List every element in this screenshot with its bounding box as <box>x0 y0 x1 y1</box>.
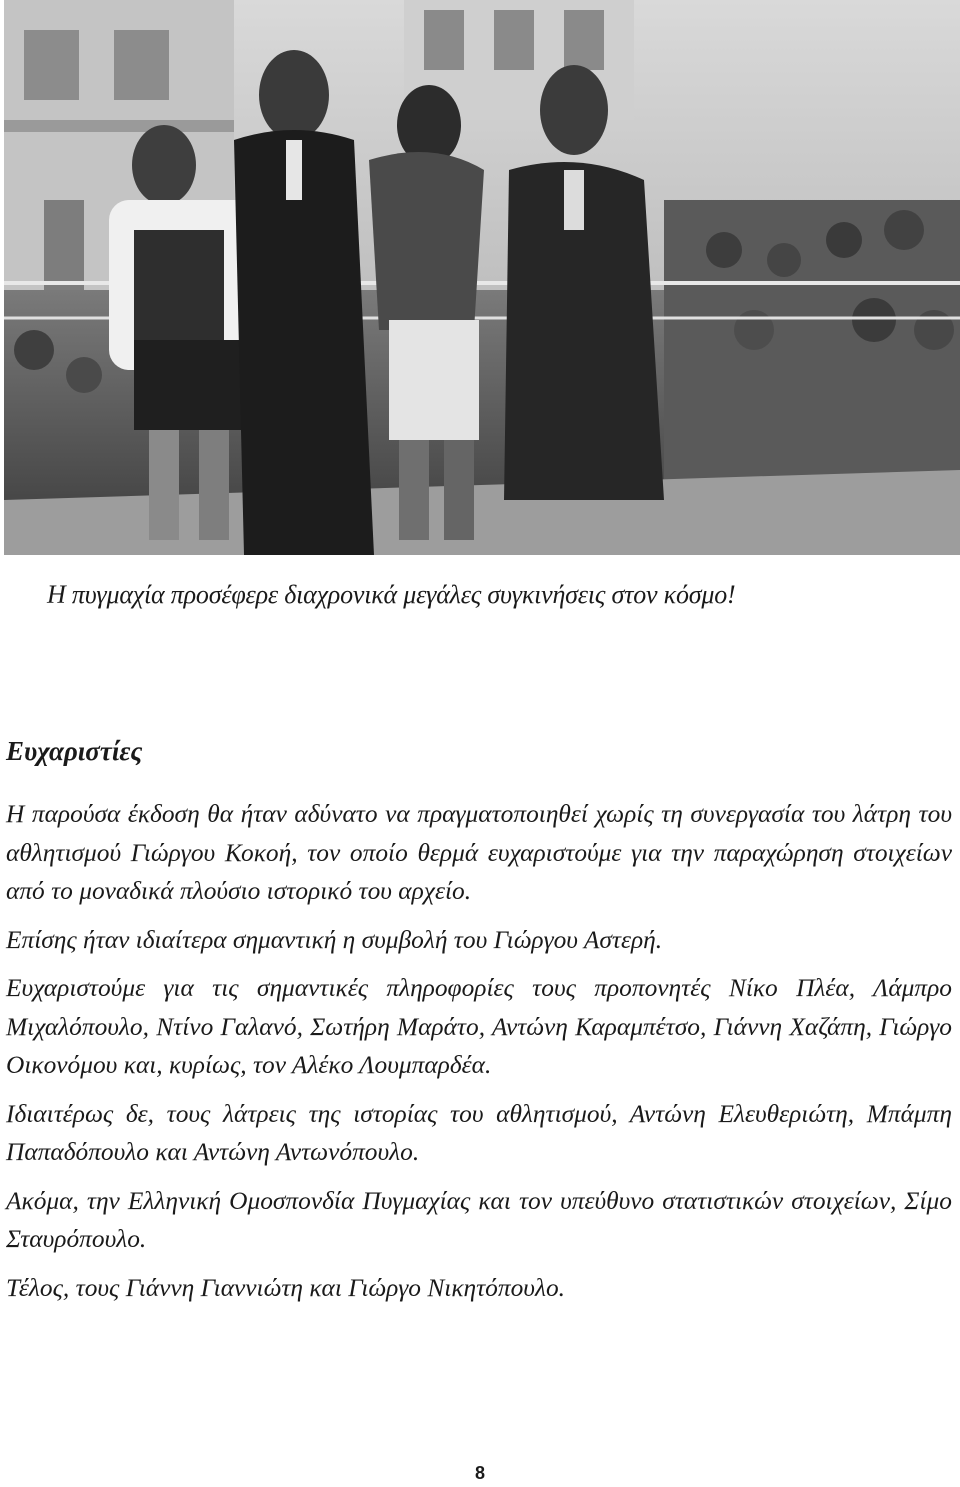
acknowledgement-paragraph: Ευχαριστούμε για τις σημαντικές πληροφορίες τους προπονητές Νίκο Πλέα, Λάμπρο Μιχαλόπουλο, Ντίνο Γαλανό, Σωτήρη Μαράτο, Αντώνη Καραμπέτσο, Γιάννη Χαζάπη, Γιώργο Οικονόμου και, κυρίως, τον Αλέκο Λουμπαρδέα. <box>6 974 952 1079</box>
acknowledgement-paragraph: Επίσης ήταν ιδιαίτερα σημαντική η συμβολή του Γιώργου Αστερή. <box>6 925 663 954</box>
acknowledgements-body <box>6 795 952 1307</box>
boxing-photo <box>4 0 960 555</box>
photo-caption: Η πυγμαχία προσέφερε διαχρονικά μεγάλες συγκινήσεις στον κόσμο! <box>47 580 736 609</box>
acknowledgement-paragraph: Η παρούσα έκδοση θα ήταν αδύνατο να πραγματοποιηθεί χωρίς τη συνεργασία του λάτρη του αθλητισμού Γιώργου Κοκοή, τον οποίο θερμά ευχαριστούμε για την παραχώρηση στοιχείων από το μοναδικά πλούσιο ιστορικό του αρχείο. <box>6 800 952 905</box>
boxing-photo-illustration <box>4 0 960 555</box>
page-number: 8 <box>474 1463 485 1483</box>
acknowledgement-paragraph: Τέλος, τους Γιάννη Γιαννιώτη και Γιώργο Νικητόπουλο. <box>6 1273 565 1302</box>
acknowledgement-paragraph: Ιδιαιτέρως δε, τους λάτρεις της ιστορίας του αθλητισμού, Αντώνη Ελευθεριώτη, Μπάμπη Παπαδόπουλο και Αντώνη Αντωνόπουλο. <box>6 1099 952 1166</box>
acknowledgements-heading: Ευχαριστίες <box>6 736 143 766</box>
acknowledgement-paragraph: Ακόμα, την Ελληνική Ομοσπονδία Πυγμαχίας και τον υπεύθυνο στατιστικών στοιχείων, Σίμο Σταυρόπουλο. <box>6 1186 952 1253</box>
